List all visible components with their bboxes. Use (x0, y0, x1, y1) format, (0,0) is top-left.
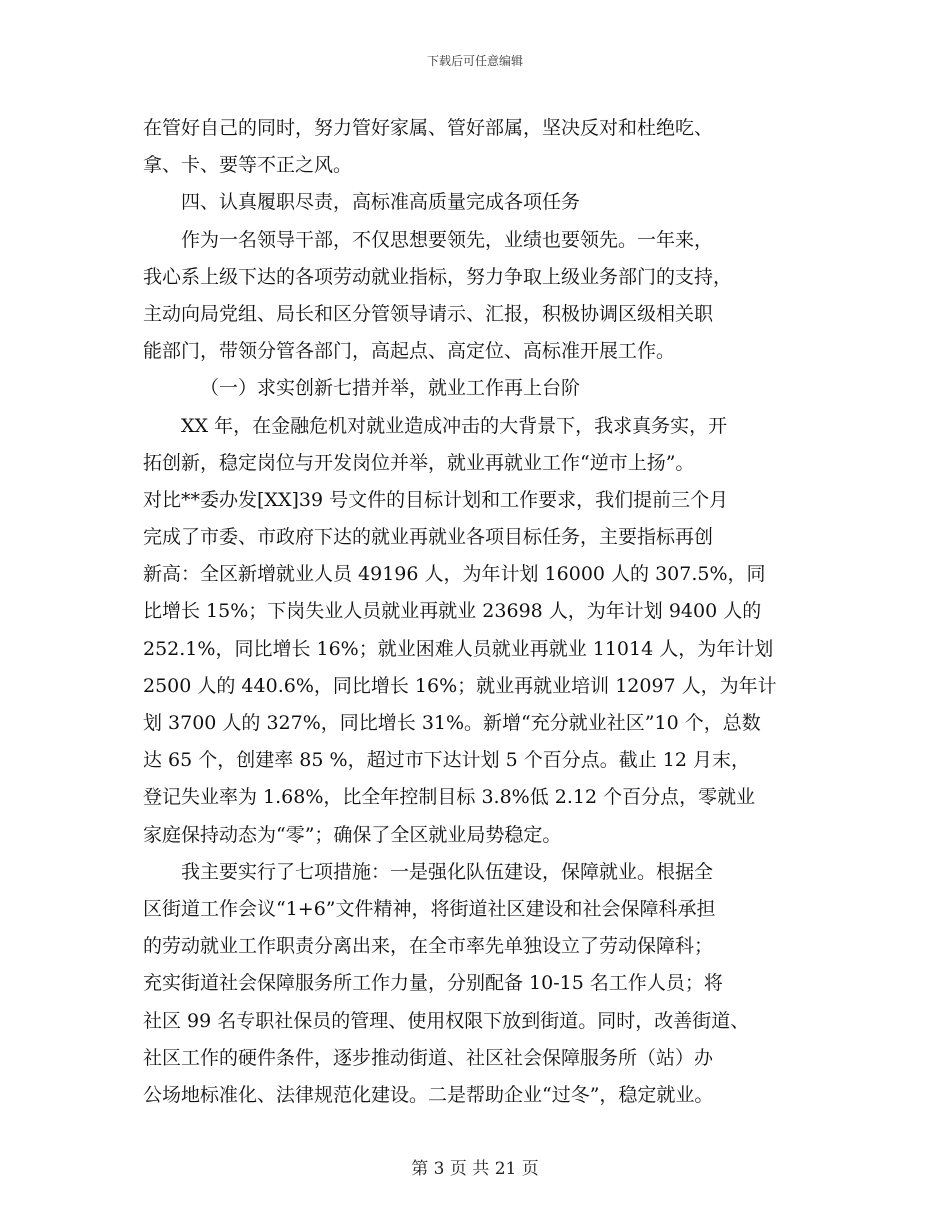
text-line: 在管好自己的同时，努力管好家属、管好部属，坚决反对和杜绝吃、 (143, 117, 714, 139)
text-line: 家庭保持动态为“零”；确保了全区就业局势稳定。 (143, 823, 562, 846)
text-line: XX 年，在金融危机对就业造成冲击的大背景下，我求真务实，开 (181, 414, 728, 437)
text-line: 2500 人的 440.6%，同比增长 16%；就业再就业培训 12097 人，为年计 (143, 674, 777, 697)
page-footer: 第 3 页 共 21 页 (411, 1159, 539, 1179)
text-line: 达 65 个，创建率 85 %，超过市下达计划 5 个百分点。截止 12 月末， (143, 749, 750, 772)
text-line: 登记失业率为 1.68%，比全年控制目标 3.8%低 2.12 个百分点，零就业 (143, 786, 756, 809)
subsection-heading: （一）求实创新七措并举，就业工作再上台阶 (200, 377, 581, 400)
text-line: 我心系上级下达的各项劳动就业指标，努力争取上级业务部门的支持， (143, 265, 733, 288)
text-line: 252.1%，同比增长 16%；就业困难人员就业再就业 11014 人，为年计划 (143, 637, 774, 660)
text-line: 区街道工作会议“1+6”文件精神，将街道社区建设和社会保障科承担 (143, 897, 716, 920)
text-line: 能部门，带领分管各部门，高起点、高定位、高标准开展工作。 (143, 340, 676, 363)
text-line: 新高：全区新增就业人员 49196 人，为年计划 16000 人的 307.5%，同 (143, 563, 766, 586)
text-line: 比增长 15%；下岗失业人员就业再就业 23698 人，为年计划 9400 人的 (143, 600, 762, 623)
text-line: 划 3700 人的 327%，同比增长 31%。新增“充分就业社区”10 个，总数 (143, 712, 761, 734)
text-line: 社区工作的硬件条件，逐步推动街道、社区社会保障服务所（站）办 (143, 1046, 714, 1069)
text-line: 完成了市委、市政府下达的就业再就业各项目标任务，主要指标再创 (143, 526, 714, 549)
text-line: 的劳动就业工作职责分离出来，在全市率先单独设立了劳动保障科； (143, 935, 714, 958)
text-line: 充实街道社会保障服务所工作力量，分别配备 10-15 名工作人员；将 (143, 972, 723, 995)
text-line: 我主要实行了七项措施：一是强化队伍建设，保障就业。根据全 (181, 860, 714, 883)
document-body (143, 110, 813, 1114)
text-line: 拓创新，稳定岗位与开发岗位并举，就业再就业工作“逆市上扬”。 (143, 451, 695, 474)
text-line: 公场地标准化、法律规范化建设。二是帮助企业“过冬”，稳定就业。 (143, 1083, 714, 1106)
text-line: 主动向局党组、局长和区分管领导请示、汇报，积极协调区级相关职 (143, 302, 714, 325)
page-header: 下载后可任意编辑 (426, 54, 523, 68)
text-line: 拿、卡、要等不正之风。 (143, 154, 353, 177)
text-line: 作为一名领导干部，不仅思想要领先，业绩也要领先。一年来， (181, 228, 714, 251)
text-line: 社区 99 名专职社保员的管理、使用权限下放到街道。同时，改善街道、 (143, 1009, 750, 1032)
section-heading: 四、认真履职尽责，高标准高质量完成各项任务 (181, 191, 581, 214)
text-line: 对比**委办发[XX]39 号文件的目标计划和工作要求，我们提前三个月 (143, 488, 729, 511)
